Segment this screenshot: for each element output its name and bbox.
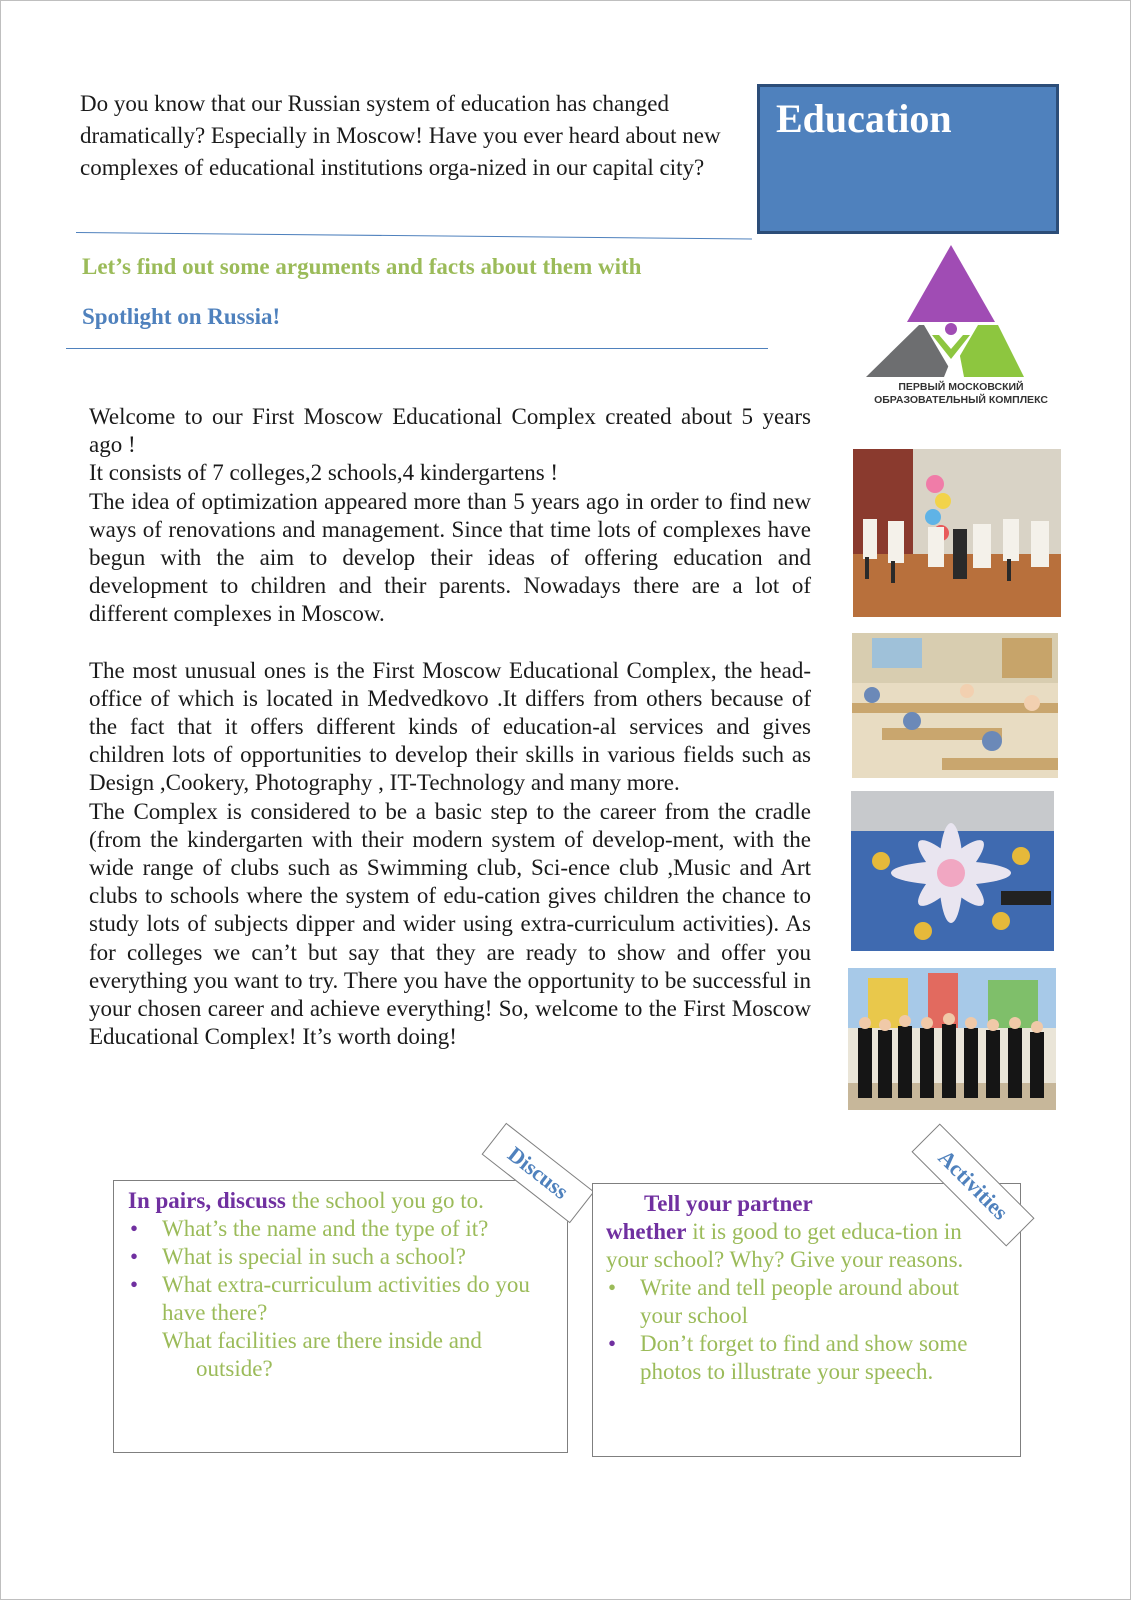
- discuss-tag: Discuss: [482, 1123, 595, 1223]
- title-box: [757, 84, 1059, 234]
- discuss-list: [128, 1215, 553, 1327]
- intro-paragraph: Do you know that our Russian system of education has changed dramatically? Especially in Moscow! Have you ever heard about new complexes of educational institutions orga-nized in our capital city?: [80, 91, 721, 180]
- activities-content: [606, 1190, 971, 1386]
- photo-dance-group: [848, 968, 1056, 1110]
- activities-lead-bold-1: Tell your partner: [644, 1191, 813, 1216]
- list-item: • What’s the name and the type of it?: [130, 1216, 489, 1241]
- article-body: [89, 403, 811, 1051]
- list-item: • Write and tell people around about your school: [608, 1275, 960, 1328]
- logo-triangle-icon: [866, 243, 1056, 423]
- activities-lead: [606, 1218, 971, 1274]
- article-paragraph: The idea of optimization appeared more than 5 years ago in order to find new ways of renovations and management. Since that time lots of complexes have begun with the aim to develop their ideas of offering education and development to children and their parents. Nowadays there are a lot of different complexes in Moscow.: [89, 488, 811, 627]
- article-paragraph: Welcome to our First Moscow Educational Complex created about 5 years ago !: [89, 404, 811, 458]
- activities-list: [606, 1274, 971, 1386]
- discuss-lead: [128, 1187, 553, 1215]
- page-title: Education: [776, 96, 952, 141]
- article-paragraph: It consists of 7 colleges,2 schools,4 kindergartens !: [89, 460, 559, 486]
- discuss-lead-bold: In pairs, discuss: [128, 1188, 286, 1213]
- discuss-lead-rest: the school you go to.: [285, 1188, 484, 1213]
- divider-bottom: [66, 348, 768, 349]
- list-item: • Don’t forget to find and show some photos to illustrate your speech.: [608, 1331, 968, 1384]
- discuss-content: [128, 1187, 553, 1383]
- article-paragraph: The Complex is considered to be a basic step to the career from the cradle (from the kindergarten with their modern system of develop-ment, with the wide range of clubs such as Swimming club, Sci-ence club ,Music and Art clubs to schools where the system of edu-cation gives children the chance to study lots of subjects dipper and wider using extra-curriculum activities). As for colleges we can’t but say that they are ready to show and offer you everything you want to try. There you have the opportunity to be successful in your chosen career and achieve everything! So, welcome to the First Moscow Educational Complex! It’s worth doing!: [89, 798, 811, 1050]
- photo-gym-circle: [851, 791, 1054, 951]
- activities-lead-rest: it is good to get educa-tion in your school? Why? Give your reasons.: [606, 1219, 964, 1272]
- list-item: • What is special in such a school?: [130, 1244, 467, 1269]
- activities-lead-bold-2: whether: [606, 1219, 687, 1244]
- discuss-extra-2: outside?: [196, 1356, 273, 1381]
- complex-logo: [866, 243, 1056, 423]
- activities-tag: Activities: [911, 1123, 1034, 1246]
- logo-line-1: ПЕРВЫЙ МОСКОВСКИЙ: [898, 381, 1024, 393]
- tagline-green: Let’s find out some arguments and facts about them with: [82, 254, 642, 279]
- photo-classroom: [852, 633, 1058, 778]
- tagline-blue: Spotlight on Russia!: [82, 304, 281, 329]
- logo-line-2: ОБРАЗОВАТЕЛЬНЫЙ КОМПЛЕКС: [874, 394, 1048, 406]
- article-paragraph: The most unusual ones is the First Moscow Educational Complex, the head-office of which is located in Medvedkovo .It differs from others because of the fact that it offers different kinds of education-al services and gives children lots of opportunities to develop their skills in various fields such as Design ,Cookery, Photography , IT-Technology and many more.: [89, 657, 811, 796]
- photo-stage-performance: [853, 449, 1061, 617]
- activities-box: [592, 1183, 1021, 1457]
- discuss-extra-1: What facilities are there inside and: [162, 1328, 482, 1353]
- list-item: • What extra-curriculum activities do you have there?: [130, 1272, 530, 1325]
- discuss-box: [113, 1180, 568, 1453]
